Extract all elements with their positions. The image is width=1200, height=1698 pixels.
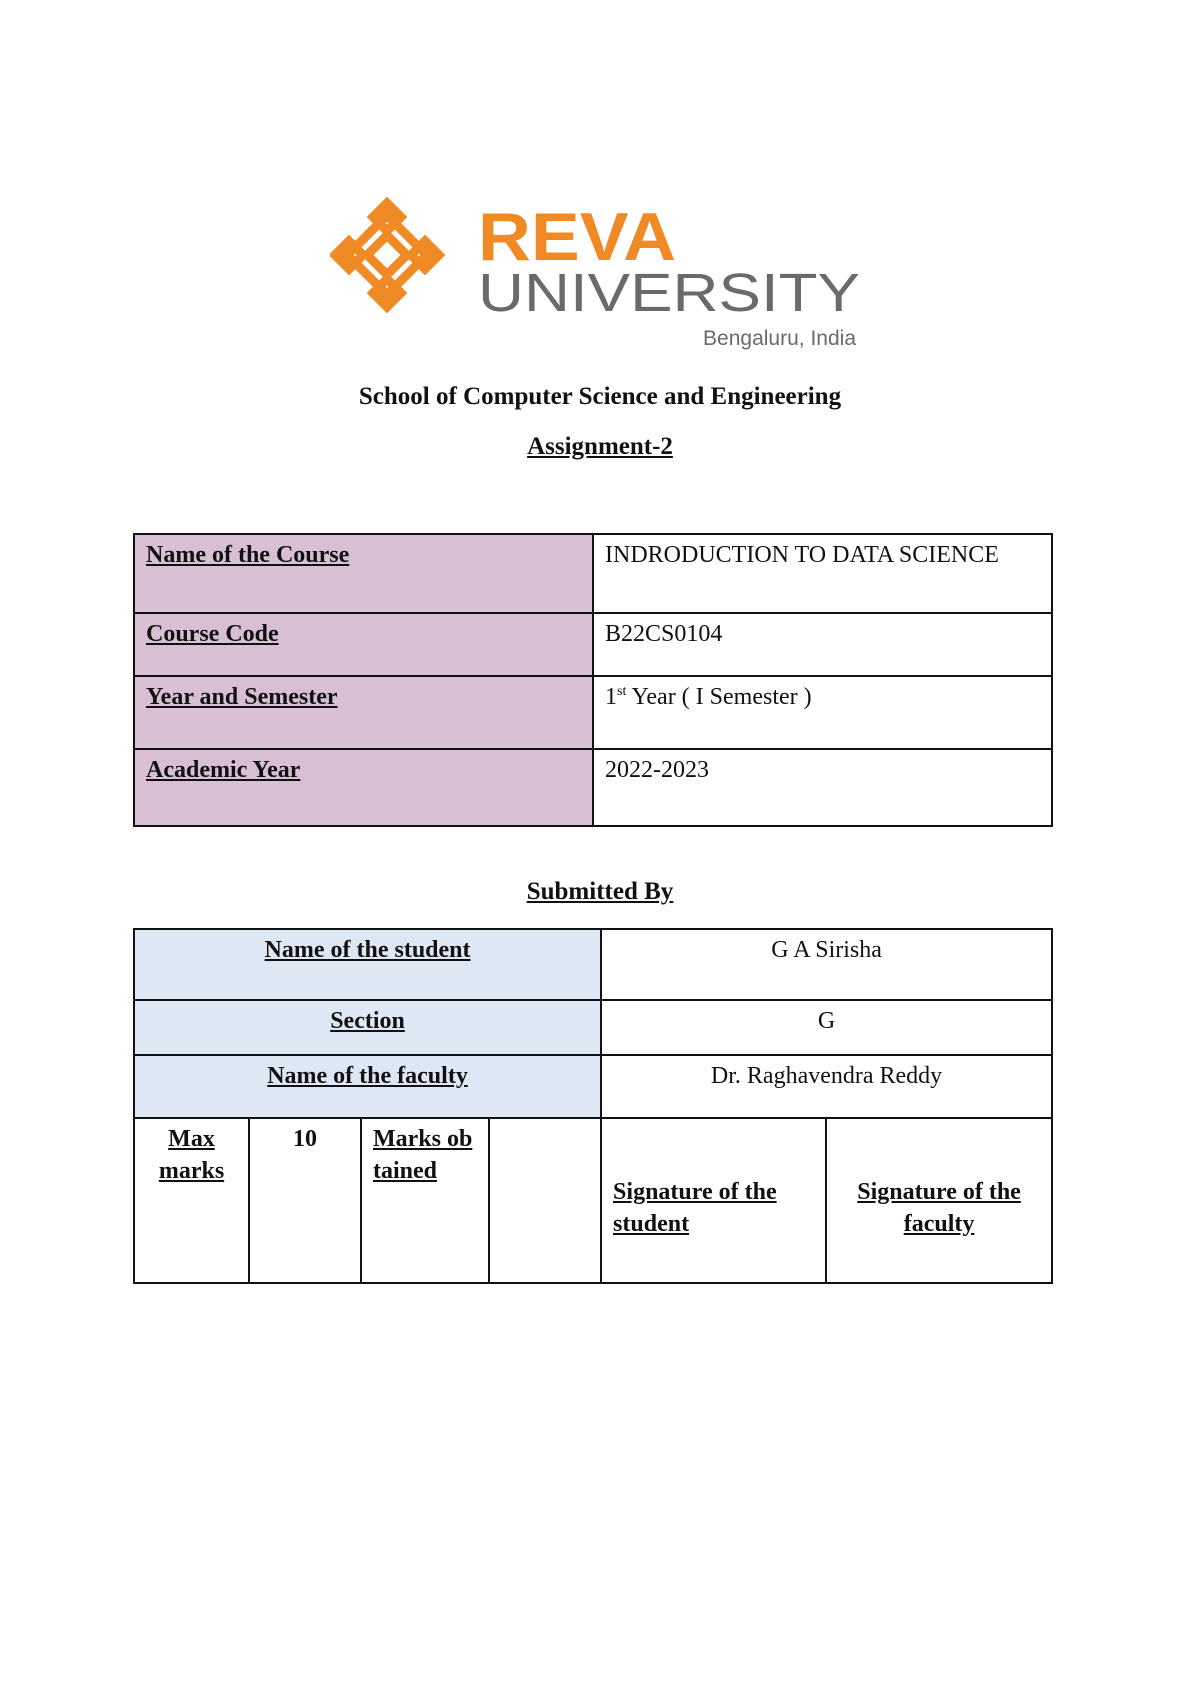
year-semester-value [593, 676, 1052, 749]
table-row [134, 534, 1052, 613]
marks-obtained-label: Marks obtained [361, 1118, 489, 1283]
table-row [134, 749, 1052, 826]
faculty-signature-label: Signature of the faculty [826, 1118, 1052, 1283]
academic-year-value: 2022-2023 [593, 749, 1052, 826]
course-code-label: Course Code [134, 613, 593, 676]
logo-location: Bengaluru, India [703, 327, 856, 350]
table-row [134, 613, 1052, 676]
faculty-name-label: Name of the faculty [134, 1055, 601, 1118]
university-logo [330, 195, 870, 355]
year-semester-label: Year and Semester [134, 676, 593, 749]
student-name-label: Name of the student [134, 929, 601, 1000]
table-row [134, 1118, 1052, 1283]
max-marks-value: 10 [249, 1118, 361, 1283]
year-ordinal: st [617, 684, 627, 699]
student-details-table [133, 928, 1053, 1284]
year-number: 1 [605, 684, 617, 710]
max-marks-label: Max marks [134, 1118, 249, 1283]
table-row [134, 1000, 1052, 1055]
logo-subtitle: UNIVERSITY [478, 263, 860, 323]
section-label: Section [134, 1000, 601, 1055]
table-row [134, 1055, 1052, 1118]
student-signature-label: Signature of the student [601, 1118, 826, 1283]
school-title: School of Computer Science and Engineering [358, 383, 842, 410]
academic-year-label: Academic Year [134, 749, 593, 826]
section-value: G [601, 1000, 1052, 1055]
student-name-value: G A Sirisha [601, 929, 1052, 1000]
faculty-name-value: Dr. Raghavendra Reddy [601, 1055, 1052, 1118]
table-row [134, 676, 1052, 749]
marks-obtained-value [489, 1118, 601, 1283]
submitted-by-heading: Submitted By [526, 878, 674, 905]
course-details-table [133, 533, 1053, 827]
semester-text: Year ( I Semester ) [626, 684, 812, 710]
table-row [134, 929, 1052, 1000]
endless-knot-icon [335, 203, 439, 307]
course-name-label: Name of the Course [134, 534, 593, 613]
logo-name: REVA [478, 199, 676, 275]
course-name-value: INDRODUCTION TO DATA SCIENCE [593, 534, 1052, 613]
course-code-value: B22CS0104 [593, 613, 1052, 676]
assignment-title: Assignment-2 [527, 433, 673, 460]
